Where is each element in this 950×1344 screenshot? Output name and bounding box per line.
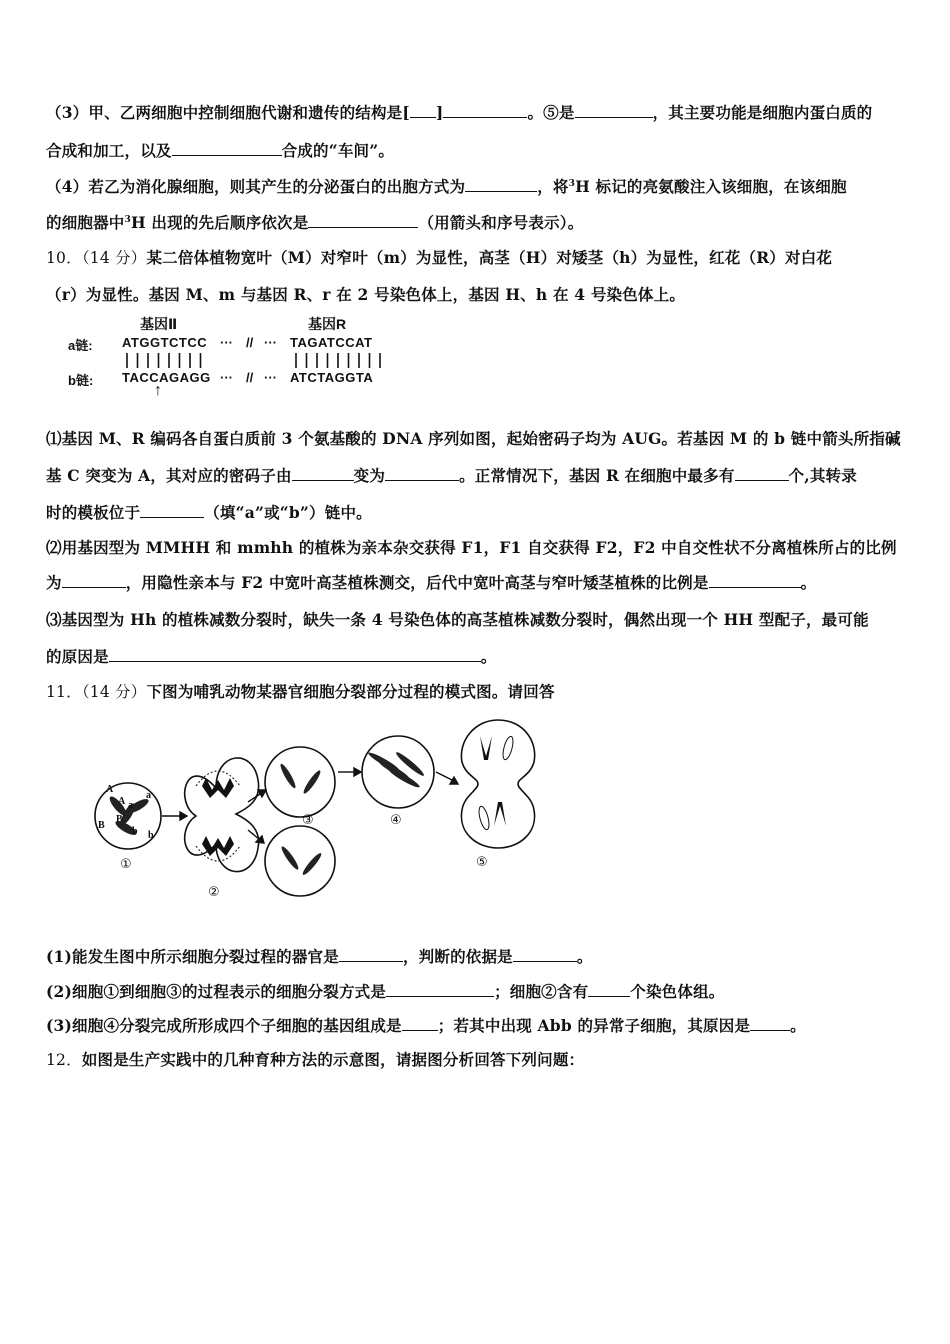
answer-blank[interactable]: [750, 1016, 790, 1031]
q10-sub2-line2: 为 ，用隐性亲本与 F2 中宽叶高茎植株测交，后代中宽叶高茎与窄叶矮茎植株的比例是 。: [46, 573, 817, 592]
q10-intro-line2: （r）为显性。基因 M、m 与基因 R、r 在 2 号染色体上，基因 H、h 在 4 号染色体上。: [46, 285, 686, 304]
answer-blank[interactable]: [62, 573, 126, 588]
q9-part4-line1: （4）若乙为消化腺细胞，则其产生的分泌蛋白的出胞方式为 ，将$^3$H 标记的亮氨酸注入该细胞，在该细胞: [46, 177, 847, 196]
gene-label-b: b: [132, 826, 138, 837]
cell-5: [461, 720, 534, 848]
a-chain-seq-right: TAGATCCAT: [290, 335, 373, 350]
cell-label-5: ⑤: [476, 855, 488, 870]
answer-blank[interactable]: [308, 213, 418, 228]
cell-label-2: ②: [208, 885, 220, 900]
b-chain-seq-left: TACCAGAGG: [122, 370, 211, 385]
answer-blank[interactable]: [410, 103, 436, 118]
answer-blank[interactable]: [588, 982, 630, 997]
mutation-arrow-icon: ↑: [154, 382, 162, 399]
answer-blank[interactable]: [292, 466, 354, 481]
a-chain-break: //: [246, 335, 254, 350]
cell-label-4: ④: [390, 813, 402, 828]
gene-label-A: A: [106, 784, 114, 795]
q10-sub3-line2: 的原因是 。: [46, 647, 497, 666]
b-chain-break: //: [246, 370, 254, 385]
answer-blank[interactable]: [109, 647, 481, 662]
a-chain-seq-left: ATGGTCTCC: [122, 335, 208, 350]
gene-label-a: a: [146, 790, 151, 801]
cell-label-3: ③: [302, 813, 314, 828]
b-chain-dots-left: ···: [220, 370, 233, 385]
b-chain-label: b链:: [68, 373, 94, 388]
q10-intro-line1: 10．（14 分）某二倍体植物宽叶（M）对窄叶（m）为显性，高茎（H）对矮茎（h）为显性，红花（R）对白花: [46, 248, 833, 267]
a-chain-dots-right: ···: [264, 335, 277, 350]
gene-r-label: 基因R: [308, 316, 347, 332]
a-chain-label: a链:: [68, 338, 93, 353]
answer-blank[interactable]: [443, 103, 527, 118]
answer-blank[interactable]: [402, 1016, 438, 1031]
q12-intro: 12．如图是生产实践中的几种育种方法的示意图，请据图分析回答下列问题：: [46, 1050, 585, 1069]
q9-part3-line2: 合成和加工，以及 合成的“车间”。: [46, 141, 395, 160]
answer-blank[interactable]: [172, 141, 282, 156]
answer-blank[interactable]: [385, 466, 459, 481]
dna-sequence-figure: [68, 314, 408, 404]
q11-sub3: (3)细胞④分裂完成所形成四个子细胞的基因组成是 ；若其中出现 Abb 的异常子细胞，其原因是 。: [46, 1016, 806, 1035]
cell-3-bottom: [265, 826, 335, 896]
answer-blank[interactable]: [575, 103, 653, 118]
gene-label-A: A: [118, 796, 126, 807]
q9-part3-line1: （3）甲、乙两细胞中控制细胞代谢和遗传的结构是[ ] 。⑤是 ，其主要功能是细胞内蛋白质的: [46, 103, 873, 122]
answer-blank[interactable]: [140, 503, 204, 518]
gene-label-a: a: [128, 800, 133, 811]
cell-2: [185, 758, 259, 872]
answer-blank[interactable]: [513, 947, 577, 962]
gene-label-B: B: [116, 814, 123, 825]
b-chain-seq-right: ATCTAGGTA: [290, 370, 374, 385]
b-chain-dots-right: ···: [264, 370, 277, 385]
cell-3-top: [265, 747, 335, 817]
q11-intro: 11．（14 分）下图为哺乳动物某器官细胞分裂部分过程的模式图。请回答: [46, 682, 555, 701]
cell-label-1: ①: [120, 857, 132, 872]
answer-blank[interactable]: [386, 982, 494, 997]
gene-label-B: B: [98, 820, 105, 831]
answer-blank[interactable]: [735, 466, 789, 481]
q11-sub2: (2)细胞①到细胞③的过程表示的细胞分裂方式是 ；细胞②含有 个染色体组。: [46, 982, 725, 1001]
a-chain-dots-left: ···: [220, 335, 233, 350]
q10-sub1-line1: ⑴基因 M、R 编码各自蛋白质前 3 个氨基酸的 DNA 序列如图，起始密码子均为 AUG。若基因 M 的 b 链中箭头所指碱: [46, 429, 901, 448]
answer-blank[interactable]: [465, 177, 537, 192]
q9-part4-line2: 的细胞器中$^3$H 出现的先后顺序依次是 （用箭头和序号表示）。: [46, 213, 584, 232]
q11-sub1: (1)能发生图中所示细胞分裂过程的器官是 ，判断的依据是 。: [46, 947, 593, 966]
base-pair-bonds: [122, 352, 412, 370]
q10-sub1-line2: 基 C 突变为 A，其对应的密码子由 变为 。正常情况下，基因 R 在细胞中最多有 个,其转录: [46, 466, 857, 485]
answer-blank[interactable]: [709, 573, 801, 588]
q10-sub2-line1: ⑵用基因型为 MMHH 和 mmhh 的植株为亲本杂交获得 F1，F1 自交获得 F2，F2 中自交性状不分离植株所占的比例: [46, 538, 897, 557]
answer-blank[interactable]: [339, 947, 403, 962]
gene-label-b: b: [148, 830, 154, 841]
q10-sub3-line1: ⑶基因型为 Hh 的植株减数分裂时，缺失一条 4 号染色体的高茎植株减数分裂时，偶然出现一个 HH 型配子，最可能: [46, 610, 869, 629]
q10-sub1-line3: 时的模板位于 （填“a”或“b”）链中。: [46, 503, 372, 522]
gene-m-label: 基因Ⅱ: [140, 316, 178, 332]
cell-division-figure: [88, 706, 558, 906]
